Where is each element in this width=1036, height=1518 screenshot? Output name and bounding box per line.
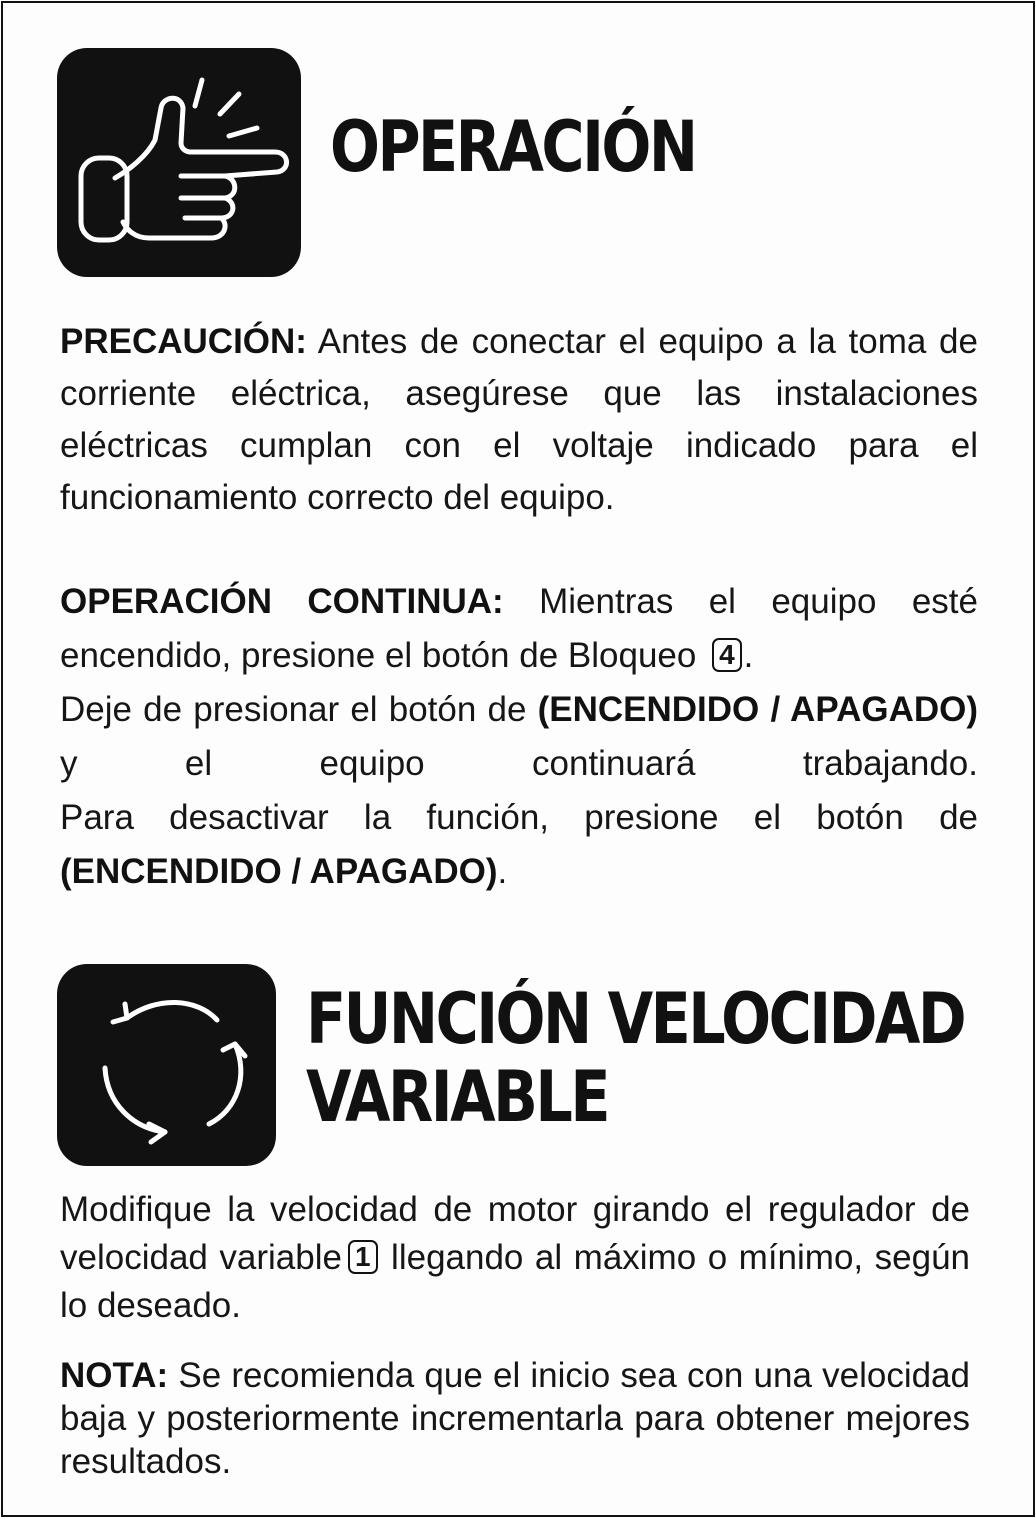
on-off-label: (ENCENDIDO / APAGADO) bbox=[537, 690, 978, 729]
release-text: Deje de presionar el botón de bbox=[60, 690, 538, 729]
continuous-operation-lines bbox=[60, 683, 978, 899]
operation-icon-box bbox=[57, 48, 301, 277]
lock-key-period: . bbox=[743, 636, 754, 675]
deactivate-text-end: . bbox=[497, 852, 508, 891]
speed-paragraph bbox=[60, 1186, 970, 1330]
precaution-paragraph bbox=[60, 316, 978, 524]
continuous-operation-label: OPERACIÓN CONTINUA: bbox=[60, 582, 504, 621]
section-title-operacion: OPERACIÓN bbox=[330, 106, 696, 188]
continuous-operation-paragraph bbox=[60, 575, 978, 675]
note-label: NOTA: bbox=[60, 1356, 169, 1395]
section-title-line2: VARIABLE bbox=[306, 1056, 608, 1138]
note-paragraph bbox=[60, 1354, 970, 1483]
continuous-operation-text: Mientras el equipo esté encendido, presione el botón de Bloqueo bbox=[60, 582, 978, 675]
rotate-arrows-icon bbox=[57, 964, 276, 1166]
precaution-label: PRECAUCIÓN: bbox=[60, 322, 307, 361]
deactivate-text: Para desactivar la función, presione el botón de bbox=[60, 798, 978, 837]
release-text-end: y el equipo continuará trabajando. bbox=[60, 744, 978, 783]
lock-key-badge: 4 bbox=[712, 638, 742, 672]
on-off-label-2: (ENCENDIDO / APAGADO) bbox=[60, 852, 498, 891]
precaution-text: Antes de conectar el equipo a la toma de corriente eléctrica, asegúrese que las instalaciones eléctricas cumplan con el voltaje indicado para el funcionamiento correcto del equipo. bbox=[60, 322, 978, 517]
speed-text-end: llegando al máximo o mínimo, según lo deseado. bbox=[60, 1238, 970, 1325]
speed-icon-box bbox=[57, 964, 276, 1166]
pointing-hand-icon bbox=[57, 48, 301, 277]
speed-dial-key-badge: 1 bbox=[348, 1240, 378, 1274]
section-title-velocidad bbox=[306, 980, 964, 1136]
speed-text: Modifique la velocidad de motor girando el regulador de velocidad variable bbox=[60, 1190, 970, 1277]
section-title-line1: FUNCIÓN VELOCIDAD bbox=[306, 978, 965, 1060]
note-text: Se recomienda que el inicio sea con una velocidad baja y posteriormente incrementarla para obtener mejores resultados. bbox=[60, 1356, 970, 1481]
